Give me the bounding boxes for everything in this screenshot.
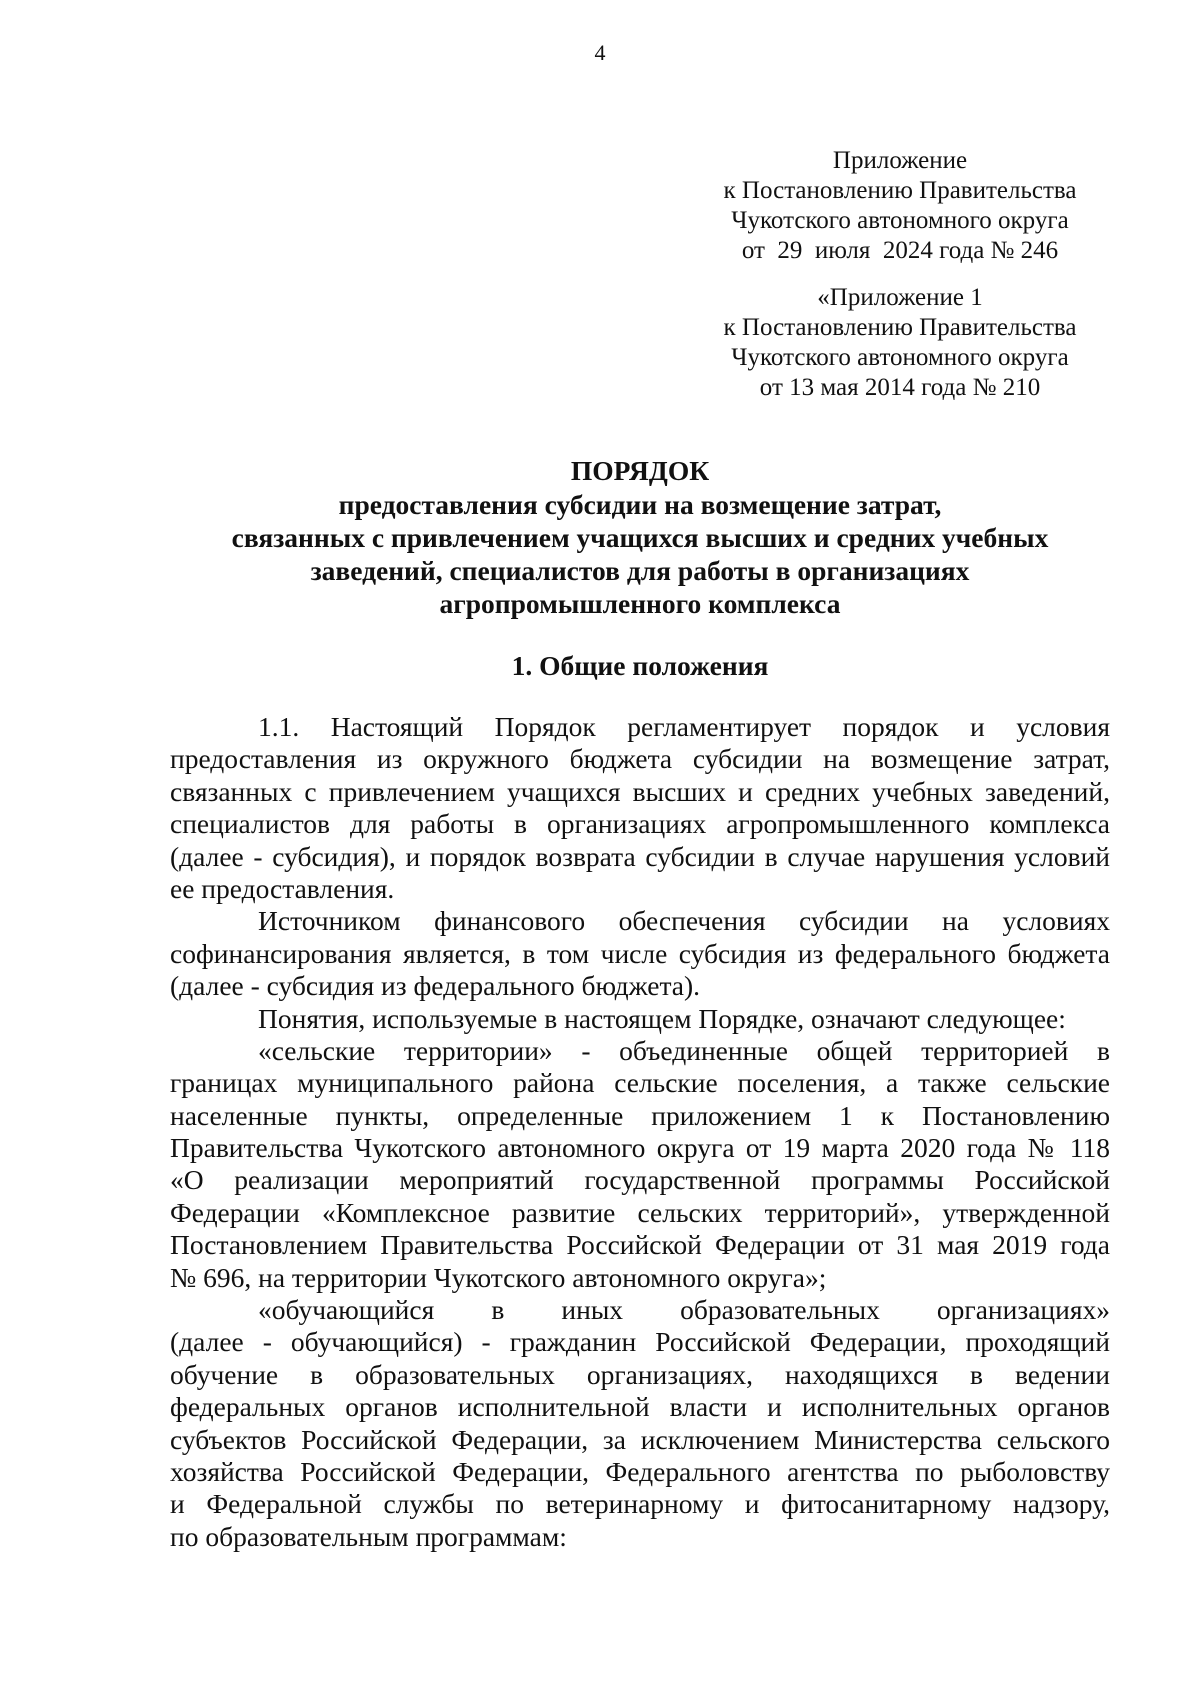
text-line: (далее - субсидия из федерального бюджета).: [170, 970, 701, 1002]
document-title: [170, 454, 1110, 620]
paragraph-1-1: [170, 711, 1110, 905]
annex-line: к Постановлению Правительства: [723, 314, 1077, 341]
text-line: Источником финансового обеспечения субсидии на условиях: [258, 905, 1110, 937]
text-line: Понятия, используемые в настоящем Порядке, означают следующее:: [258, 1002, 1066, 1034]
text-line: софинансирования является, в том числе субсидия из федерального бюджета: [170, 937, 1110, 969]
document-body: [170, 711, 1110, 1553]
text-line: населенные пункты, определенные приложением 1 к Постановлению: [170, 1099, 1110, 1131]
paragraph-funding-source: [170, 905, 1110, 1002]
annex-block-original: [705, 283, 1095, 403]
text-line: по образовательным программам:: [170, 1520, 567, 1552]
annex-line: Приложение: [832, 147, 968, 174]
title-line: предоставления субсидии на возмещение затрат,: [338, 489, 942, 520]
text-line: специалистов для работы в организациях агропромышленного комплекса: [170, 808, 1110, 840]
text-line: «сельские территории» - объединенные общей территорией в: [258, 1034, 1110, 1066]
text-line: и Федеральной службы по ветеринарному и фитосанитарному надзору,: [170, 1488, 1110, 1520]
text-line: «обучающийся в иных образовательных организациях»: [258, 1294, 1110, 1326]
annex-line: «Приложение 1: [817, 284, 983, 311]
text-line: (далее - обучающийся) - гражданин Российской Федерации, проходящий: [170, 1326, 1110, 1358]
text-line: № 696, на территории Чукотского автономного округа»;: [170, 1261, 827, 1293]
annex-line: от 13 мая 2014 года № 210: [759, 374, 1041, 401]
paragraph-definitions-intro: [170, 1003, 1110, 1035]
annex-line: Чукотского автономного округа: [731, 344, 1069, 371]
text-line: предоставления из окружного бюджета субсидии на возмещение затрат,: [170, 743, 1110, 775]
text-line: (далее - субсидия), и порядок возврата субсидии в случае нарушения условий: [170, 840, 1110, 872]
title-line: агропромышленного комплекса: [439, 588, 841, 619]
annex-block-current: [705, 146, 1095, 266]
text-line: 1.1. Настоящий Порядок регламентирует порядок и условия: [258, 711, 1110, 742]
text-line: «О реализации мероприятий государственной программы Российской: [170, 1164, 1110, 1196]
text-line: Постановлением Правительства Российской Федерации от 31 мая 2019 года: [170, 1229, 1110, 1261]
annex-line: от 29 июля 2024 года № 246: [741, 237, 1059, 264]
annex-line: Чукотского автономного округа: [731, 207, 1069, 234]
text-line: федеральных органов исполнительной власти и исполнительных органов: [170, 1391, 1110, 1423]
text-line: связанных с привлечением учащихся высших и средних учебных заведений,: [170, 775, 1110, 807]
title-main: ПОРЯДОК: [570, 455, 710, 486]
title-line: связанных с привлечением учащихся высших и средних учебных: [231, 522, 1049, 553]
title-line: заведений, специалистов для работы в организациях: [310, 555, 970, 586]
annex-line: к Постановлению Правительства: [723, 177, 1077, 204]
text-line: границах муниципального района сельские поселения, а также сельские: [170, 1067, 1110, 1099]
text-line: ее предоставления.: [170, 872, 395, 904]
page-number: 4: [594, 40, 606, 65]
paragraph-rural-territories: [170, 1035, 1110, 1294]
text-line: Федерации «Комплексное развитие сельских территорий», утвержденной: [170, 1196, 1110, 1228]
section-heading: 1. Общие положения: [511, 650, 769, 681]
text-line: обучение в образовательных организациях, находящихся в ведении: [170, 1358, 1110, 1390]
text-line: хозяйства Российской Федерации, Федерального агентства по рыболовству: [170, 1455, 1110, 1487]
text-line: Правительства Чукотского автономного округа от 19 марта 2020 года № 118: [170, 1132, 1110, 1164]
paragraph-student-definition: [170, 1294, 1110, 1553]
text-line: субъектов Российской Федерации, за исключением Министерства сельского: [170, 1423, 1110, 1455]
